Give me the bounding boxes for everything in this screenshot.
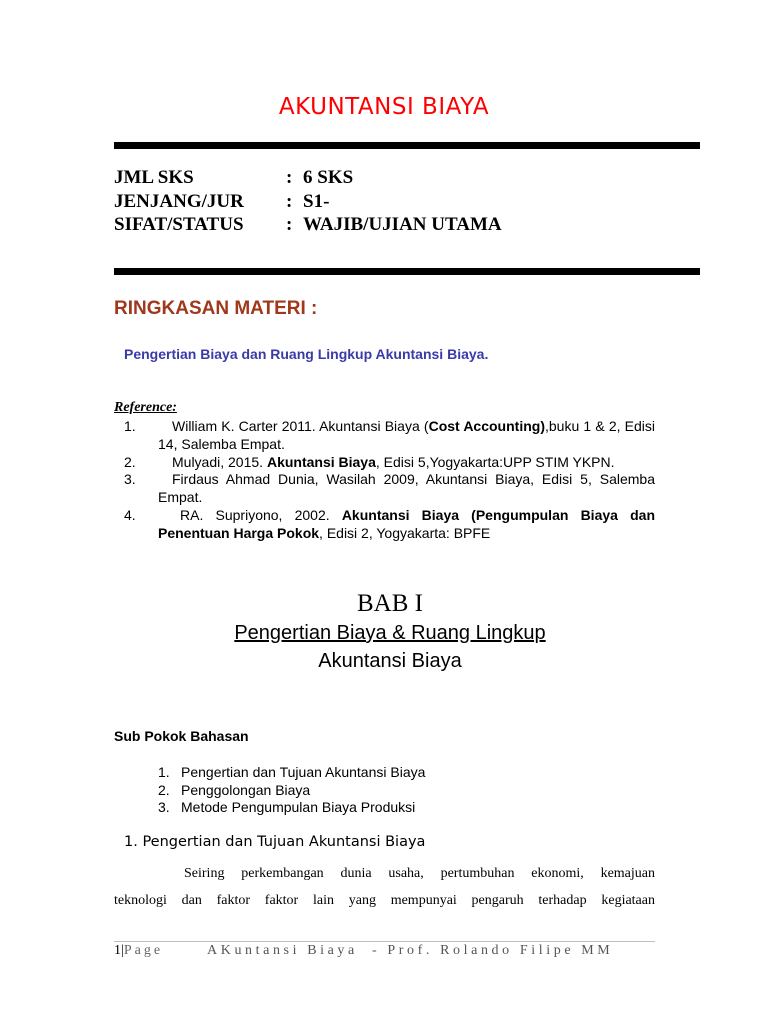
- page-number: 1: [114, 943, 121, 958]
- list-text: Penggolongan Biaya: [181, 781, 311, 798]
- footer-separator: |: [121, 943, 124, 958]
- paragraph-line: teknologi dan faktor faktor lain yang mempunyai pengaruh terhadap kegiataan: [114, 893, 655, 908]
- reference-number: 4.: [124, 506, 136, 523]
- list-number: 3.: [158, 799, 170, 816]
- info-sep: :: [286, 214, 293, 235]
- reference-number: 1.: [124, 418, 136, 434]
- list-item: [158, 782, 425, 800]
- reference-item: [114, 471, 655, 507]
- course-info: [114, 166, 502, 237]
- info-row-sifat: [114, 213, 502, 237]
- info-key: JML SKS: [114, 167, 194, 188]
- page-footer: [114, 943, 655, 959]
- reference-text: RA. Supriyono, 2002. Akuntansi Biaya (Pengumpulan Biaya dan Penentuan Harga Pokok, Edisi 2, Yogyakarta: BPFE: [158, 506, 655, 541]
- list-text: Metode Pengumpulan Biaya Produksi: [181, 799, 416, 816]
- list-text: Pengertian dan Tujuan Akuntansi Biaya: [181, 764, 426, 780]
- sub-pokok-heading: Sub Pokok Bahasan: [114, 728, 249, 744]
- info-row-sks: [114, 166, 502, 190]
- reference-number: 2.: [124, 453, 136, 470]
- list-number: 1.: [158, 764, 170, 780]
- sub-pokok-list: [158, 764, 425, 817]
- chapter-label: BAB I: [357, 590, 423, 617]
- reference-heading: Reference:: [114, 400, 177, 415]
- info-value: WAJIB/UJIAN UTAMA: [303, 214, 502, 235]
- info-value: S1-: [303, 190, 330, 212]
- page-word: Page: [123, 943, 164, 958]
- reference-text: Firdaus Ahmad Dunia, Wasilah 2009, Akuntansi Biaya, Edisi 5, Salemba Empat.: [158, 471, 655, 506]
- info-value: 6 SKS: [303, 167, 354, 188]
- footer-text: AKuntansi Biaya - Prof. Rolando Filipe MM: [207, 943, 614, 958]
- section-heading: 1. Pengertian dan Tujuan Akuntansi Biaya: [124, 834, 426, 850]
- summary-topic: Pengertian Biaya dan Ruang Lingkup Akuntansi Biaya.: [124, 346, 489, 362]
- list-item: [158, 799, 425, 817]
- chapter-title-line2: Akuntansi Biaya: [318, 650, 462, 672]
- top-rule: [114, 142, 700, 149]
- list-item: [158, 764, 425, 782]
- ringkasan-heading: RINGKASAN MATERI :: [114, 298, 318, 319]
- reference-item: [114, 418, 655, 454]
- info-key: SIFAT/STATUS: [114, 214, 244, 235]
- list-number: 2.: [158, 781, 170, 798]
- info-sep: :: [286, 167, 293, 188]
- reference-text: Mulyadi, 2015. Akuntansi Biaya, Edisi 5,Yogyakarta:UPP STIM YKPN.: [172, 453, 615, 470]
- reference-item: [114, 507, 655, 543]
- chapter-title-line1: Pengertian Biaya & Ruang Lingkup: [234, 622, 546, 644]
- document-title: AKUNTANSI BIAYA: [278, 94, 490, 120]
- info-key: JENJANG/JUR: [114, 190, 244, 212]
- paragraph-line: Seiring perkembangan dunia usaha, pertumbuhan ekonomi, kemajuan: [184, 866, 655, 881]
- info-row-jenjang: [114, 190, 502, 214]
- info-sep: :: [286, 190, 293, 212]
- reference-number: 3.: [124, 471, 136, 488]
- bottom-rule: [114, 268, 700, 275]
- reference-list: [114, 418, 655, 543]
- body-paragraph: [114, 860, 655, 914]
- reference-item: [114, 454, 655, 472]
- footer-divider: [114, 941, 655, 942]
- reference-text: William K. Carter 2011. Akuntansi Biaya (Cost Accounting),buku 1 & 2, Edisi 14, Salemba Empat.: [158, 418, 656, 452]
